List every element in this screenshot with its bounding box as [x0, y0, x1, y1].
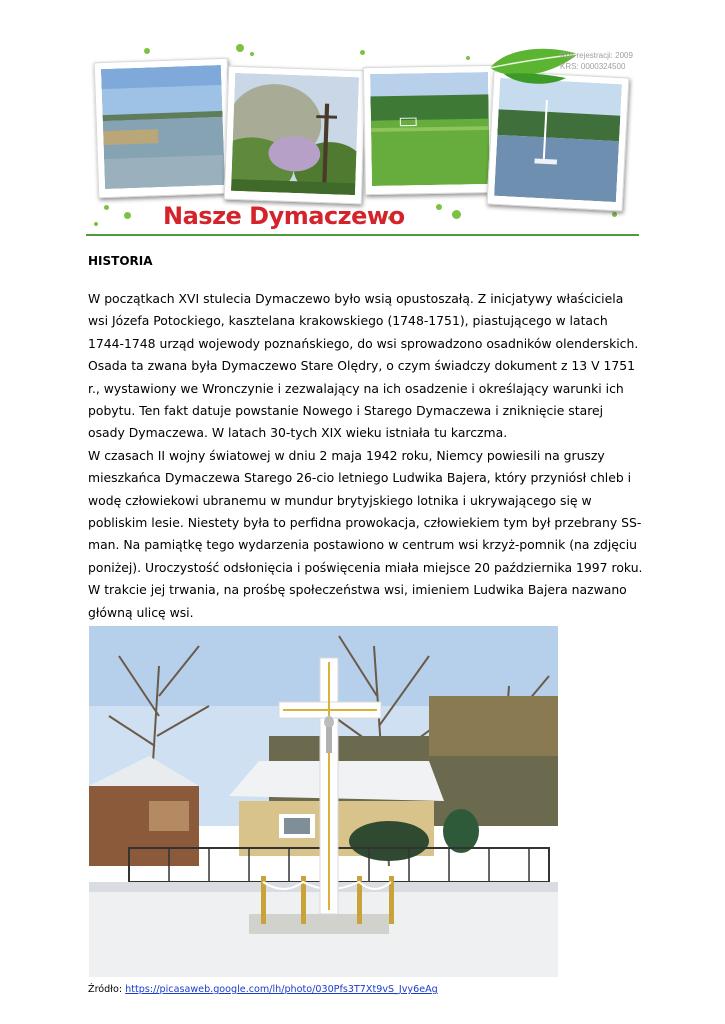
text-line: główną ulicę wsi.	[88, 604, 194, 620]
source-link[interactable]: https://picasaweb.google.com/lh/photo/030Pfs3T7Xt9vS_Jvy6eAg	[125, 984, 438, 995]
krs-number: KRS: 0000324500	[560, 62, 626, 71]
decor-dot	[360, 50, 365, 55]
text-line: mieszkańca Dymaczewa Starego 26-cio letniego Ludwika Bajera, który przyniósł chleb i	[88, 470, 632, 486]
cross-monument-image	[89, 626, 558, 977]
article-body	[88, 288, 643, 624]
cross-tree-photo	[224, 66, 367, 205]
section-heading: HISTORIA	[88, 254, 153, 268]
sports-field-photo	[363, 65, 497, 195]
header-divider	[86, 234, 639, 236]
text-line: pobliskim lesie. Niestety była to perfidna prowokacja, człowiekiem tym był przebrany SS-	[88, 515, 642, 531]
site-title: Nasze Dymaczewo	[163, 202, 405, 230]
decor-dot	[612, 212, 617, 217]
text-line: osady Dymaczewa. W latach 30-tych XIX wieku istniała tu karczma.	[88, 425, 508, 441]
text-line: 1744-1748 urząd wojewody poznańskiego, do wsi sprowadzono osadników olenderskich.	[88, 335, 639, 351]
cross-tree-image	[231, 73, 359, 195]
text-line: pobytu. Ten fakt datuje powstanie Nowego i Starego Dymaczewa i zniknięcie starej	[88, 403, 604, 419]
decor-dot	[466, 56, 470, 60]
text-line: W trakcie jej trwania, na prośbę społeczeństwa wsi, imieniem Ludwika Bajera nazwano	[88, 582, 627, 598]
text-line: W czasach II wojny światowej w dniu 2 maja 1942 roku, Niemcy powiesili na gruszy	[88, 447, 605, 463]
decor-dot	[94, 222, 98, 226]
text-line: poniżej). Uroczystość odsłonięcia i poświęcenia miała miejsce 20 października 1997 roku.	[88, 559, 643, 575]
text-line: W początkach XVI stulecia Dymaczewo było wsią opustoszałą. Z inicjatywy właściciela	[88, 291, 624, 306]
lake-photo	[94, 58, 233, 199]
decor-dot	[144, 48, 150, 54]
text-line: wodę człowiekowi ubranemu w mundur brytyjskiego lotnika i ukrywającego się w	[88, 492, 592, 508]
decor-dot	[104, 205, 109, 210]
source-label: Źródło:	[88, 984, 126, 995]
cross-monument-photo	[89, 626, 558, 977]
sailboat-lake-photo	[487, 71, 630, 212]
text-line: r., wystawiony we Wronczynie i zezwalający na ich osadzenie i określający warunki ich	[88, 380, 624, 396]
decor-dot	[250, 52, 254, 56]
registration-info	[560, 50, 640, 72]
sailboat-lake-image	[494, 78, 622, 202]
text-line: Osada ta zwana była Dymaczewo Stare Olędry, o czym świadczy dokument z 13 V 1751	[88, 358, 636, 374]
registration-year: Rok rejestracji: 2009	[560, 51, 633, 60]
source-line	[88, 983, 438, 997]
text-line: man. Na pamiątkę tego wydarzenia postawiono w centrum wsi krzyż-pomnik (na zdjęciu	[88, 537, 637, 553]
decor-dot	[236, 44, 244, 52]
decor-dot	[436, 204, 442, 210]
text-line: wsi Józefa Potockiego, kasztelana krakowskiego (1748-1751), piastującego w latach	[88, 313, 608, 329]
sports-field-image	[370, 72, 490, 186]
decor-dot	[124, 212, 131, 219]
lake-image	[101, 65, 225, 189]
decor-dot	[452, 210, 461, 219]
